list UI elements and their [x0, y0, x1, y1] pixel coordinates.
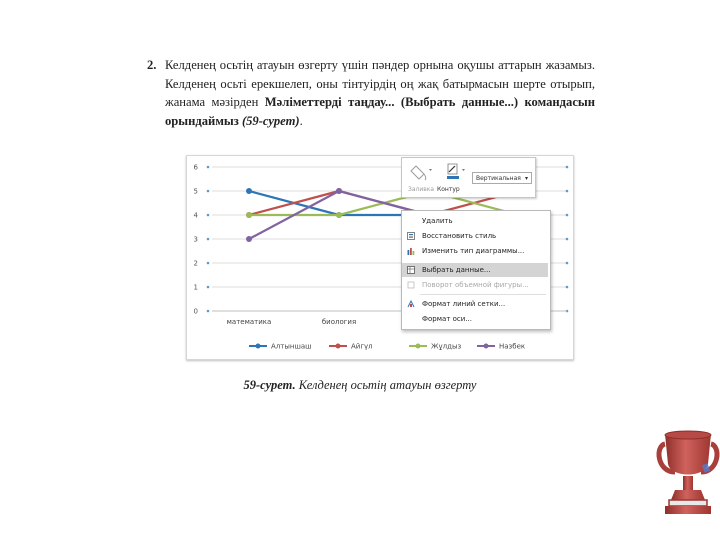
- paragraph-text-b: (Выбрать данные...) командасын орындаймыз: [165, 95, 595, 128]
- menu-item-delete[interactable]: [402, 214, 548, 228]
- element-dropdown[interactable]: [472, 172, 532, 184]
- menu-item-rotate-3d: [402, 278, 548, 292]
- legend-marker: [336, 344, 341, 349]
- context-menu: [401, 210, 551, 330]
- y-tick-marker: [207, 238, 210, 241]
- figure-reference: (59-сурет): [241, 113, 300, 128]
- y-tick-marker: [566, 190, 569, 193]
- y-tick-marker: [566, 262, 569, 265]
- menu-item-label: Поворот объемной фигуры...: [422, 281, 529, 289]
- data-point[interactable]: [336, 188, 342, 194]
- select-data-icon: [407, 266, 415, 274]
- y-tick-label: 3: [193, 235, 198, 244]
- chart-type-icon: [407, 247, 415, 255]
- fill-bucket-icon[interactable]: [411, 166, 432, 180]
- outline-label[interactable]: Контур: [437, 186, 460, 193]
- paragraph-end: .: [299, 113, 303, 128]
- legend-marker: [484, 344, 489, 349]
- menu-item-change-chart-type[interactable]: [402, 244, 548, 258]
- y-tick-marker: [207, 190, 210, 193]
- instruction-paragraph: [147, 56, 595, 130]
- menu-item-label: Формат оси...: [422, 315, 472, 323]
- fill-label[interactable]: Заливка: [408, 186, 435, 193]
- x-tick-label: биология: [321, 318, 357, 326]
- data-point[interactable]: [246, 236, 252, 242]
- menu-item-label: Удалить: [422, 217, 453, 225]
- step-number: 2.: [147, 58, 157, 72]
- gridlines-icon: [407, 300, 415, 308]
- element-dropdown-value: Вертикальная: [476, 175, 521, 182]
- menu-item-label: Выбрать данные...: [422, 266, 491, 274]
- menu-item-label: Изменить тип диаграммы...: [422, 247, 525, 255]
- data-point[interactable]: [246, 188, 252, 194]
- outline-pen-icon[interactable]: [447, 164, 465, 179]
- trophy-icon: [655, 428, 720, 524]
- menu-item-select-data[interactable]: [402, 263, 548, 277]
- menu-separator: [420, 294, 546, 295]
- y-tick-label: 5: [193, 187, 198, 196]
- y-tick-label: 2: [193, 259, 198, 268]
- y-tick-label: 6: [193, 163, 198, 172]
- caption-number: 59-сурет.: [243, 378, 296, 392]
- menu-item-label: Восстановить стиль: [422, 232, 497, 240]
- legend-marker: [416, 344, 421, 349]
- legend-label: Айгүл: [351, 342, 373, 351]
- legend-label: Алтыншаш: [271, 342, 312, 351]
- x-tick-label: математика: [226, 318, 272, 326]
- y-tick-label: 0: [193, 307, 198, 316]
- rotate-3d-icon: [407, 281, 415, 289]
- data-point[interactable]: [246, 212, 252, 218]
- data-point[interactable]: [336, 212, 342, 218]
- menu-item-label: Формат линий сетки...: [422, 300, 506, 308]
- y-tick-marker: [566, 238, 569, 241]
- legend-label: Назбек: [499, 342, 526, 351]
- menu-item-reset-style[interactable]: [402, 229, 548, 243]
- legend-marker: [256, 344, 261, 349]
- bold-command: Мәліметтерді таңдау...: [264, 95, 395, 110]
- y-tick-marker: [566, 166, 569, 169]
- y-tick-marker: [207, 214, 210, 217]
- paragraph-text-a: Келденең осьтің атауын өзгерту үшін пәндер орнына оқушы аттарын жазамыз. Келденең осьті ерекшелеп, оны тінтуірдің оң жақ батырмасын шерте отырып, жанама мәзірден: [165, 58, 595, 110]
- menu-item-format-gridlines[interactable]: [402, 297, 548, 311]
- y-tick-label: 4: [193, 211, 198, 220]
- menu-item-format-axis[interactable]: [402, 312, 548, 326]
- legend-label: Жұлдыз: [431, 342, 462, 351]
- y-tick-marker: [207, 166, 210, 169]
- figure-caption: [0, 378, 720, 393]
- y-tick-marker: [207, 262, 210, 265]
- chevron-down-icon: ▾: [524, 175, 528, 182]
- y-tick-marker: [566, 286, 569, 289]
- y-tick-label: 1: [193, 283, 198, 292]
- y-tick-marker: [566, 214, 569, 217]
- reset-style-icon: [407, 232, 415, 240]
- y-tick-marker: [207, 310, 210, 313]
- y-tick-marker: [207, 286, 210, 289]
- mini-toolbar: [401, 157, 536, 198]
- caption-text: Келденең осьтің атауын өзгерту: [295, 378, 477, 392]
